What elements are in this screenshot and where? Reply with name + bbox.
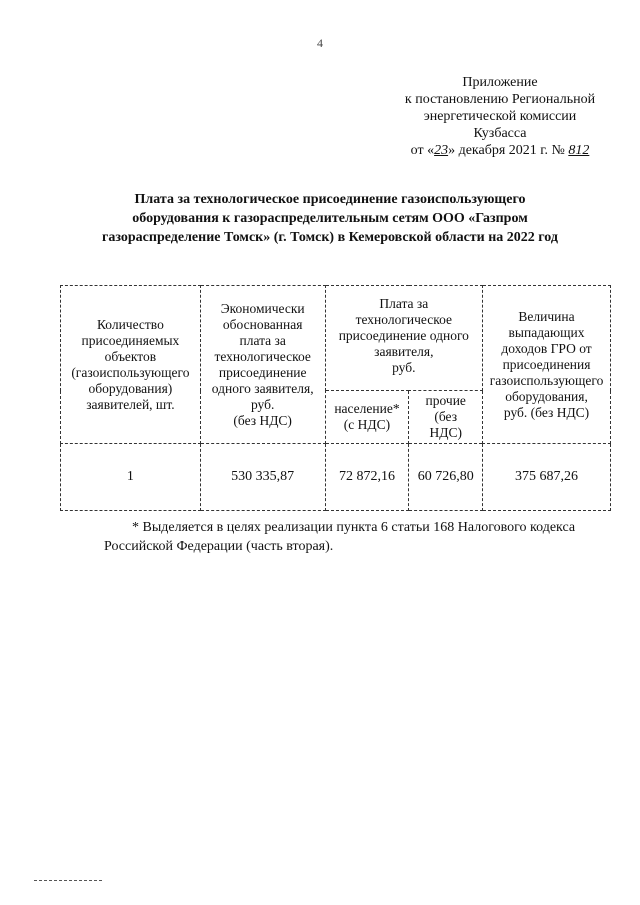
appendix-line-2: к постановлению Региональной [404,92,596,107]
header-population: население* (с НДС) [325,391,409,444]
resolution-number: 812 [568,143,590,158]
header-lost-income: Величина выпадающих доходов ГРО от присоединения газоиспользующего оборудования, руб. (без НДС) [483,286,611,444]
table-row [61,444,611,511]
document-title [60,190,600,247]
date-prefix: от « [410,143,435,158]
date-day: 23 [434,143,449,158]
header-other: прочие (без НДС) [409,391,483,444]
cell-population-fee: 72 872,16 [325,444,409,511]
appendix-date-line [380,142,620,159]
footnote-line-1: * Выделяется в целях реализации пункта 6 статьи 168 Налогового кодекса [132,520,576,535]
cell-count: 1 [61,444,201,511]
footer-divider [34,880,102,881]
header-economic-fee: Экономически обоснованная плата за технологическое присоединение одного заявителя, руб. (без НДС) [200,286,325,444]
header-object-count: Количество присоединяемых объектов (газоиспользующего оборудования) заявителей, шт. [61,286,201,444]
footnote-line-2: Российской Федерации (часть вторая). [104,539,334,554]
date-mid: » декабря 2021 г. № [448,143,569,158]
appendix-header [380,74,620,159]
appendix-line-4: Кузбасса [473,126,527,141]
title-line-3: газораспределение Томск» (г. Томск) в Кемеровской области на 2022 год [101,230,558,245]
cell-lost-income: 375 687,26 [483,444,611,511]
appendix-line-3: энергетической комиссии [423,109,577,124]
cell-other-fee: 60 726,80 [409,444,483,511]
title-line-2: оборудования к газораспределительным сетям ООО «Газпром [132,211,528,226]
page-number: 4 [317,36,323,50]
fee-table [60,285,611,511]
title-line-1: Плата за технологическое присоединение газоиспользующего [134,192,526,207]
header-connection-fee: Плата за технологическое присоединение одного заявителя, руб. [325,286,483,391]
footnote [104,518,624,556]
cell-economic-fee: 530 335,87 [200,444,325,511]
appendix-line-1: Приложение [462,75,538,90]
